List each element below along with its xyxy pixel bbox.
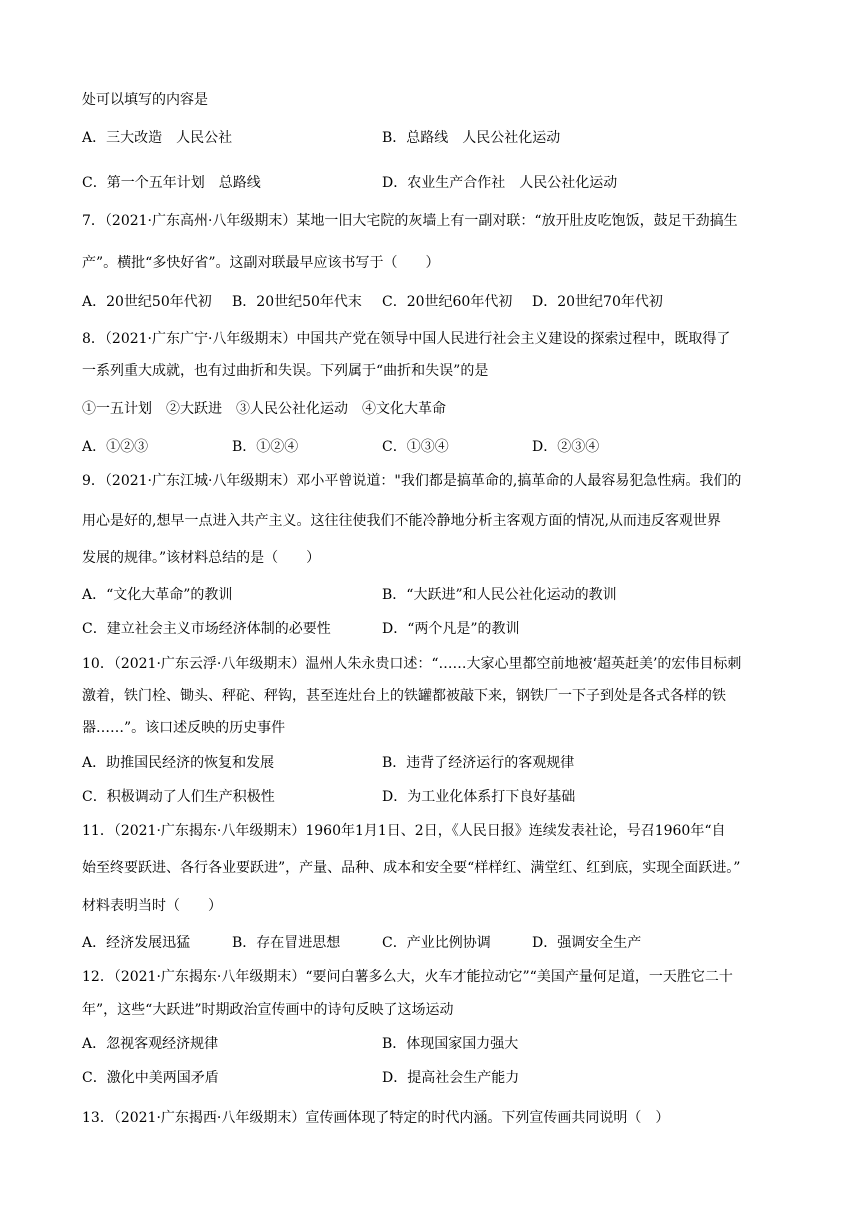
q11-stem-line-3: 材料表明当时（ ）: [82, 898, 222, 914]
q10-option-d: D．为工业化体系打下良好基础: [382, 789, 576, 805]
q12-option-d: D．提高社会生产能力: [382, 1070, 520, 1086]
q11-option-d: D．强调安全生产: [532, 935, 642, 951]
q6-option-d: D．农业生产合作社 人民公社化运动: [382, 175, 618, 191]
q11-stem-line-2: 始至终要跃进、各行各业要跃进”，产量、品种、成本和安全要“样样红、满堂红、红到底，实现全面跃进。”: [82, 860, 741, 876]
q8-option-a: A．①②③: [82, 439, 149, 455]
q9-stem-line-2: 用心是好的,想早一点进入共产主义。这往往使我们不能冷静地分析主客观方面的情况,从而违反客观世界: [82, 513, 721, 529]
q8-stem-line-1: 8．（2021·广东广宁·八年级期末）中国共产党在领导中国人民进行社会主义建设的探索过程中，既取得了: [82, 331, 731, 347]
q9-option-b: B．“大跃进”和人民公社化运动的教训: [382, 587, 617, 603]
q7-option-d: D．20世纪70年代初: [532, 294, 663, 310]
q10-stem-line-3: 器……”。该口述反映的历史事件: [82, 720, 286, 736]
q6-stem-tail: 处可以填写的内容是: [82, 92, 208, 108]
q8-option-c: C．①③④: [382, 439, 449, 455]
q10-option-a: A．助推国民经济的恢复和发展: [82, 755, 275, 771]
q9-option-c: C．建立社会主义市场经济体制的必要性: [82, 621, 331, 637]
q10-option-c: C．积极调动了人们生产积极性: [82, 789, 275, 805]
q9-stem-line-1: 9．（2021·广东江城·八年级期末）邓小平曾说道："我们都是搞革命的,搞革命的人最容易犯急性病。我们的: [82, 473, 742, 489]
q13-stem-line-1: 13．（2021·广东揭西·八年级期末）宣传画体现了特定的时代内涵。下列宣传画共同说明（ ）: [82, 1110, 670, 1126]
q7-option-a: A．20世纪50年代初: [82, 294, 212, 310]
q10-stem-line-2: 激着，铁门栓、锄头、秤砣、秤钩，甚至连灶台上的铁罐都被敲下来，钢铁厂一下子到处是各式各样的铁: [82, 688, 726, 704]
q10-option-b: B．违背了经济运行的客观规律: [382, 755, 575, 771]
q12-option-b: B．体现国家国力强大: [382, 1036, 519, 1052]
q8-stem-line-2: 一系列重大成就，也有过曲折和失误。下列属于“曲折和失误”的是: [82, 363, 489, 379]
q6-option-c: C．第一个五年计划 总路线: [82, 175, 261, 191]
q6-option-a: A．三大改造 人民公社: [82, 130, 233, 146]
q7-stem-line-2: 产”。横批“多快好省”。这副对联最早应该书写于（ ）: [82, 255, 440, 271]
q9-option-d: D．“两个凡是”的教训: [382, 621, 520, 637]
q7-option-b: B．20世纪50年代末: [232, 294, 362, 310]
q6-option-b: B．总路线 人民公社化运动: [382, 130, 561, 146]
q11-option-c: C．产业比例协调: [382, 935, 491, 951]
q9-stem-line-3: 发展的规律。”该材料总结的是（ ）: [82, 550, 321, 566]
q7-option-c: C．20世纪60年代初: [382, 294, 513, 310]
q8-option-d: D．②③④: [532, 439, 600, 455]
q8-option-b: B．①②④: [232, 439, 299, 455]
q11-stem-line-1: 11．（2021·广东揭东·八年级期末）1960年1月1日、2日，《人民日报》连续发表社论，号召1960年“自: [82, 823, 726, 839]
q11-option-b: B．存在冒进思想: [232, 935, 341, 951]
q7-stem-line-1: 7．（2021·广东高州·八年级期末）某地一旧大宅院的灰墙上有一副对联：“放开肚皮吃饱饭，鼓足干劲搞生: [82, 213, 738, 229]
q11-option-a: A．经济发展迅猛: [82, 935, 191, 951]
q10-stem-line-1: 10．（2021·广东云浮·八年级期末）温州人朱永贵口述：“……大家心里都空前地被‘超英赶美’的宏伟目标刺: [82, 656, 742, 672]
q12-stem-line-2: 年”，这些“大跃进”时期政治宣传画中的诗句反映了这场运动: [82, 1002, 454, 1018]
q12-option-c: C．激化中美两国矛盾: [82, 1070, 219, 1086]
q12-stem-line-1: 12．（2021·广东揭东·八年级期末）“要问白薯多么大，火车才能拉动它”“美国产量何足道，一天胜它二十: [82, 969, 733, 985]
q9-option-a: A．“文化大革命”的教训: [82, 587, 233, 603]
q12-option-a: A．忽视客观经济规律: [82, 1036, 219, 1052]
q8-stem-line-3: ①一五计划 ②大跃进 ③人民公社化运动 ④文化大革命: [82, 401, 446, 417]
